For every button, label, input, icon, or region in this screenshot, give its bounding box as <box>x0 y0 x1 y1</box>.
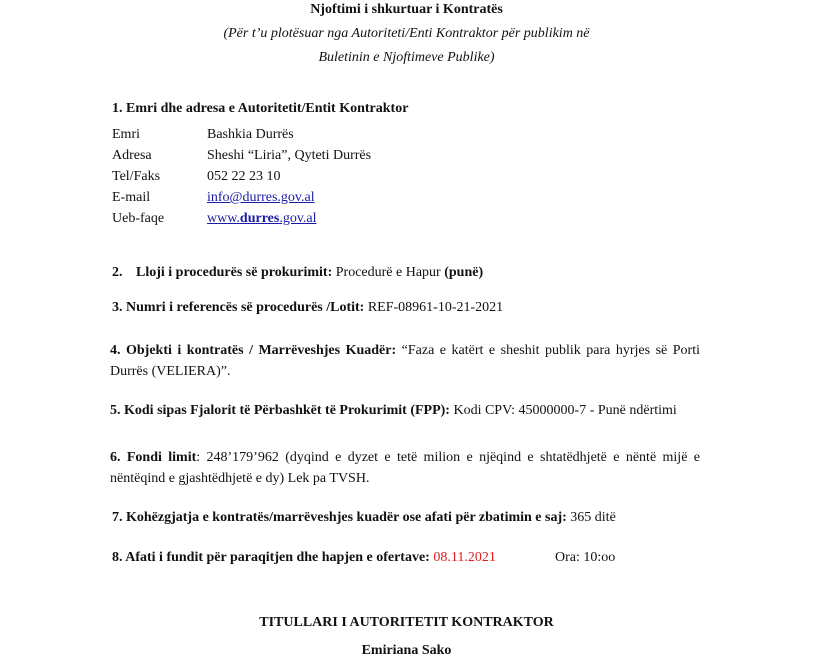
document-subtitle-line2: Buletinin e Njoftimeve Publike) <box>318 50 495 65</box>
contact-value-address: Sheshi “Liria”, Qyteti Durrës <box>207 148 372 163</box>
website-prefix: www. <box>207 211 240 226</box>
signatory-title: TITULLARI I AUTORITETIT KONTRAKTOR <box>259 615 554 630</box>
contact-value-name: Bashkia Durrës <box>207 127 294 142</box>
section8-label: 8. Afati i fundit për paraqitjen dhe hapjen e ofertave: <box>112 550 430 565</box>
section5-label: 5. Kodi sipas Fjalorit të Përbashkët të Prokurimit (FPP): <box>110 403 450 418</box>
section5-paragraph <box>110 400 700 421</box>
deadline-time: Ora: 10:oo <box>555 550 616 565</box>
signatory-name: Emiriana Sako <box>361 643 452 658</box>
section3-value: REF-08961-10-21-2021 <box>364 300 504 315</box>
contact-label-email: E-mail <box>112 190 151 205</box>
section4-value: “Faza e katërt e sheshit publik para hyrjes së Porti Durrës (VELIERA)”. <box>110 343 700 379</box>
document-subtitle-line1: (Për t’u plotësuar nga Autoriteti/Enti Kontraktor për publikim në <box>223 26 590 41</box>
deadline-date: 08.11.2021 <box>433 550 496 565</box>
contact-label-website: Ueb-faqe <box>112 211 165 226</box>
section5-value: Kodi CPV: 45000000-7 - Punë ndërtimi <box>449 403 677 418</box>
section3-label: 3. Numri i referencës së procedurës /Lotit: <box>112 300 365 315</box>
section6-label: 6. Fondi limit <box>110 450 197 465</box>
section8-line <box>112 550 496 566</box>
website-suffix: .gov.al <box>279 211 317 226</box>
section2-value: Procedurë e Hapur <box>332 265 445 280</box>
section2-number: 2. <box>112 265 123 280</box>
website-link[interactable] <box>207 211 317 227</box>
section4-paragraph <box>110 340 700 382</box>
section4-label: 4. Objekti i kontratës / Marrëveshjes Kuadër: <box>110 343 397 358</box>
email-link[interactable]: info@durres.gov.al <box>207 190 315 205</box>
contact-label-phone: Tel/Faks <box>112 169 161 184</box>
section2-label: Lloji i procedurës së prokurimit: <box>136 265 333 280</box>
section2-value-bold: (punë) <box>444 265 484 280</box>
contact-label-name: Emri <box>112 127 140 142</box>
contact-value-phone: 052 22 23 10 <box>207 169 281 184</box>
website-domain: durres <box>239 211 280 226</box>
section7-value: 365 ditë <box>566 510 616 525</box>
section6-paragraph <box>110 447 700 489</box>
section1-heading: 1. Emri dhe adresa e Autoritetit/Entit Kontraktor <box>112 101 409 116</box>
section3-line <box>112 300 503 316</box>
section7-line <box>112 510 616 526</box>
section6-value: : 248’179’962 (dyqind e dyzet e tetë milion e njëqind e shtatëdhjetë e nëntë mijë e nëntëqind e gjashtëdhjetë e dy) Lek pa TVSH. <box>110 450 700 486</box>
section2-line <box>112 265 483 281</box>
contact-label-address: Adresa <box>112 148 152 163</box>
section7-label: 7. Kohëzgjatja e kontratës/marrëveshjes kuadër ose afati për zbatimin e saj: <box>112 510 567 525</box>
document-title: Njoftimi i shkurtuar i Kontratës <box>310 2 503 17</box>
